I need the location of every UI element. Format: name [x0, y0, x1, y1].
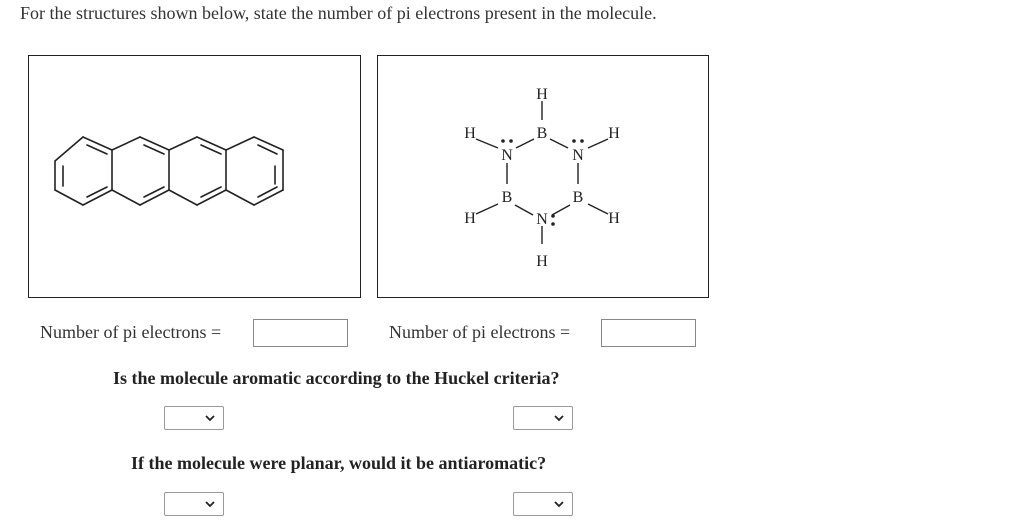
- borazine-structure: [378, 56, 708, 297]
- atom-h-bottom-left: H: [464, 210, 476, 227]
- atom-h-top: H: [536, 86, 548, 103]
- structure-panel-borazine: [377, 55, 709, 298]
- atom-h-right: H: [608, 125, 620, 142]
- pi-electrons-input-right[interactable]: [601, 319, 696, 347]
- chevron-down-icon: [554, 415, 564, 422]
- antiaromatic-question: If the molecule were planar, would it be antiaromatic?: [131, 453, 547, 473]
- aromatic-select-right[interactable]: [513, 406, 573, 430]
- pi-electrons-label-left: Number of pi electrons =: [40, 322, 222, 342]
- chevron-down-icon: [554, 501, 564, 508]
- aromatic-question: Is the molecule aromatic according to the Huckel criteria?: [113, 368, 560, 388]
- atom-n-left: N: [501, 147, 513, 164]
- atom-h-bottom: H: [536, 253, 548, 270]
- pi-electrons-input-left[interactable]: [253, 319, 348, 347]
- aromatic-select-left[interactable]: [164, 406, 224, 430]
- antiaromatic-select-left[interactable]: [164, 492, 224, 516]
- tetracene-structure: [29, 56, 360, 297]
- atom-h-left: H: [464, 125, 476, 142]
- antiaromatic-select-right[interactable]: [513, 492, 573, 516]
- atom-b-top: B: [536, 125, 548, 142]
- atom-n-right: N: [572, 147, 584, 164]
- structure-panel-tetracene: [28, 55, 361, 298]
- atom-b-bottom-right: B: [572, 189, 584, 206]
- chevron-down-icon: [205, 415, 215, 422]
- atom-b-bottom-left: B: [501, 189, 513, 206]
- atom-n-bottom: N: [536, 211, 548, 228]
- chevron-down-icon: [205, 501, 215, 508]
- atom-h-bottom-right: H: [608, 210, 620, 227]
- pi-electrons-label-right: Number of pi electrons =: [389, 322, 571, 342]
- instruction-text: For the structures shown below, state the number of pi electrons present in the molecule.: [20, 3, 657, 23]
